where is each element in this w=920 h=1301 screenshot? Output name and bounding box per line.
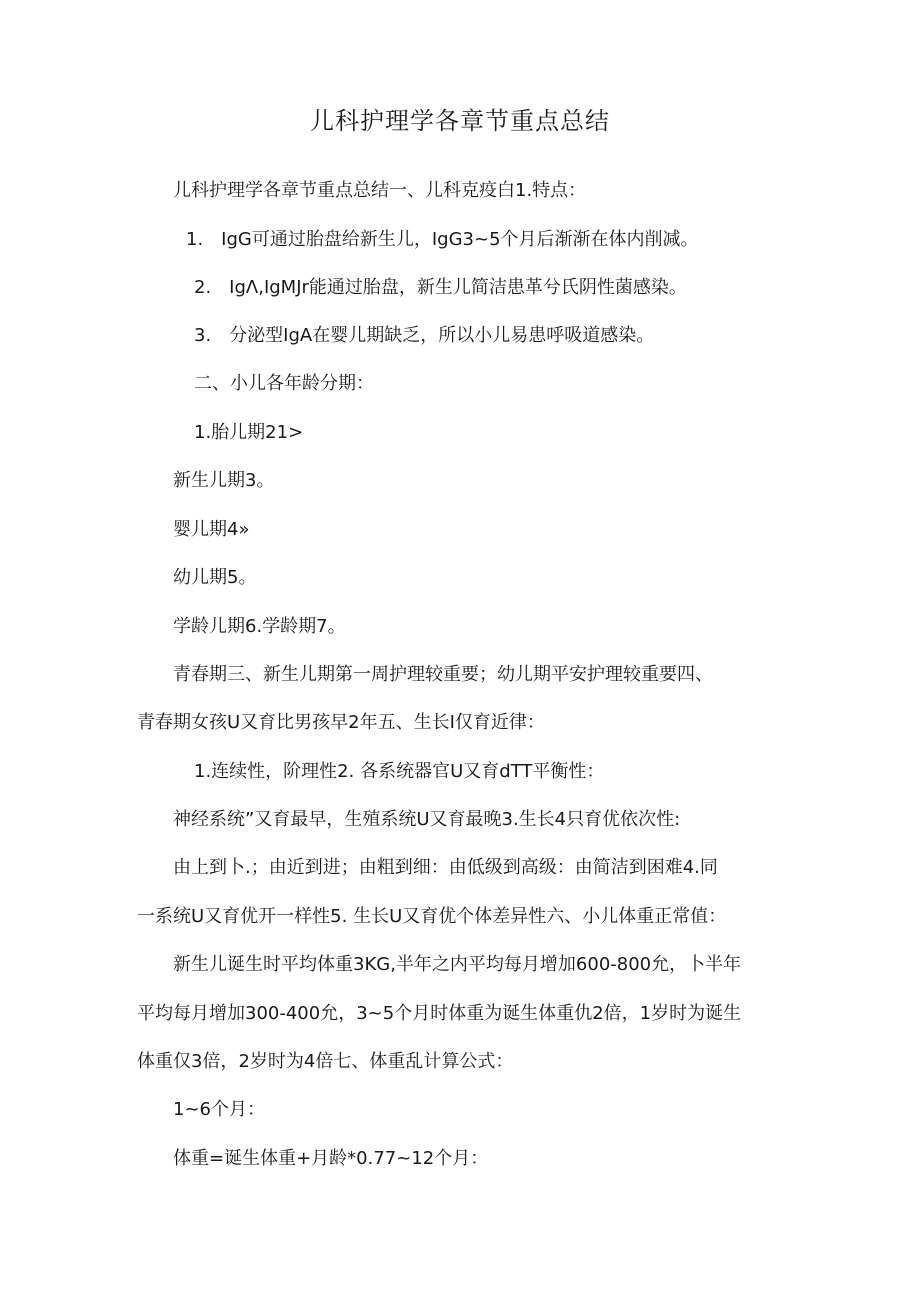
list-item: 3. 分泌型IgA在婴儿期缺乏，所以小儿易患呼吸道感染。 xyxy=(194,325,655,346)
paragraph-line: 1.连续性，阶理性2. 各系统器官U又育dTT平衡性： xyxy=(194,761,605,782)
paragraph-line: 1.胎儿期21> xyxy=(194,422,304,443)
paragraph-line: 幼儿期5。 xyxy=(173,567,257,588)
section-heading: 二、小儿各年龄分期： xyxy=(194,373,374,394)
paragraph-line: 新生儿期3。 xyxy=(173,470,275,491)
paragraph-line: 青春期三、新生儿期第一周护理较重要；幼儿期平安护理较重要四、 xyxy=(173,664,713,685)
paragraph-line: 婴儿期4» xyxy=(173,519,250,540)
paragraph-line: 1~6个月： xyxy=(173,1099,265,1120)
document-title: 儿科护理学各章节重点总结 xyxy=(310,107,610,135)
paragraph-line: 平均每月增加300-400允，3~5个月时体重为诞生体重仇2倍，1岁时为诞生 xyxy=(137,1003,742,1024)
list-item: 1. IgG可通过胎盘给新生儿，IgG3~5个月后渐渐在体内削减。 xyxy=(186,229,699,250)
paragraph-line: 体重仅3倍，2岁时为4倍七、体重乱计算公式： xyxy=(137,1051,514,1072)
paragraph-line: 儿科护理学各章节重点总结一、儿科克疫白1.特点： xyxy=(173,180,587,201)
paragraph-line: 一系统U又育优开一样性5. 生长U又育优个体差异性六、小儿体重正常值： xyxy=(137,906,727,927)
paragraph-line: 青春期女孩U又育比男孩早2年五、生长I仅育近律： xyxy=(137,712,545,733)
paragraph-line: 体重=诞生体重+月龄*0.77~12个月： xyxy=(173,1148,489,1169)
paragraph-line: 由上到卜.；由近到进；由粗到细：由低级到高级：由简洁到困难4.同 xyxy=(173,857,718,878)
list-item: 2. IgΛ,IgMJr能通过胎盘，新生儿简洁患革兮氏阴性菌感染。 xyxy=(194,277,687,298)
paragraph-line: 学龄儿期6.学龄期7。 xyxy=(173,616,346,637)
paragraph-line: 神经系统”又育最早，生殖系统U又育最晚3.生长4只育优依次性: xyxy=(173,809,681,830)
paragraph-line: 新生儿诞生时平均体重3KG,半年之内平均每月增加600-800允，卜半年 xyxy=(173,954,742,975)
